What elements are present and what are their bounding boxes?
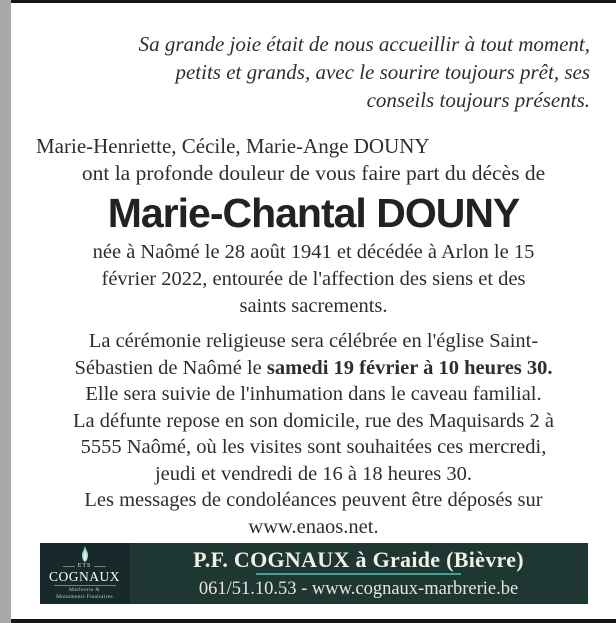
condolence-website: www.enaos.net.: [248, 515, 379, 538]
funeral-home-banner: [40, 543, 588, 604]
quote-line: Sa grande joie était de nous accueillir à tout moment,: [138, 32, 590, 56]
funeral-home-info: [130, 543, 588, 604]
quote-line: conseils toujours présents.: [366, 88, 590, 112]
announcement-intro: ont la profonde douleur de vous faire part du décès de: [81, 161, 546, 185]
life-line: née à Naômé le 28 août 1941 et décédée à Arlon le 15: [92, 241, 535, 263]
deceased-name: Marie-Chantal DOUNY: [107, 190, 520, 236]
funeral-home-name: P.F. COGNAUX à Graide (Bièvre): [193, 547, 524, 572]
ceremony-line: Les messages de condoléances peuvent être déposés sur: [84, 489, 543, 511]
logo-company-name: COGNAUX: [49, 569, 120, 584]
banner-underline: [256, 573, 461, 575]
ceremony-line: Sébastien de Naômé le samedi 19 février à 10 heures 30.: [74, 356, 553, 379]
ceremony-line: La défunte repose en son domicile, rue des Maquisards 2 à: [72, 409, 555, 432]
ceremony-line: Elle sera suivie de l'inhumation dans le caveau familial.: [85, 383, 542, 405]
notice-card: [11, 3, 616, 619]
quote-line: petits et grands, avec le sourire toujours prêt, ses: [175, 60, 590, 84]
logo-ets-label: ETS: [63, 563, 107, 569]
ceremony-line: La cérémonie religieuse sera célébrée en l'église Saint-: [88, 330, 539, 352]
logo-subtitle: Marbrerie & Monuments Funéraires: [56, 587, 113, 600]
funeral-home-logo: [40, 543, 130, 604]
bottom-border-rule: [11, 619, 616, 623]
life-line: février 2022, entourée de l'affection des siens et des: [101, 268, 526, 290]
scan-edge-strip: [0, 0, 11, 623]
life-line: saints sacrements.: [239, 295, 388, 317]
ceremony-line: jeudi et vendredi de 16 à 18 heures 30.: [154, 462, 473, 485]
birth-death-details: [11, 239, 616, 320]
flame-icon: [80, 546, 90, 562]
funeral-home-contact: 061/51.10.53 - www.cognaux-marbrerie.be: [198, 579, 519, 599]
logo-divider: [54, 585, 116, 586]
ceremony-details: [11, 328, 616, 540]
ceremony-line: 5555 Naômé, où les visites sont souhaitées ces mercredi,: [80, 436, 547, 458]
memorial-quote: [11, 30, 616, 114]
family-names: Marie-Henriette, Cécile, Marie-Ange DOUNY: [36, 134, 430, 158]
